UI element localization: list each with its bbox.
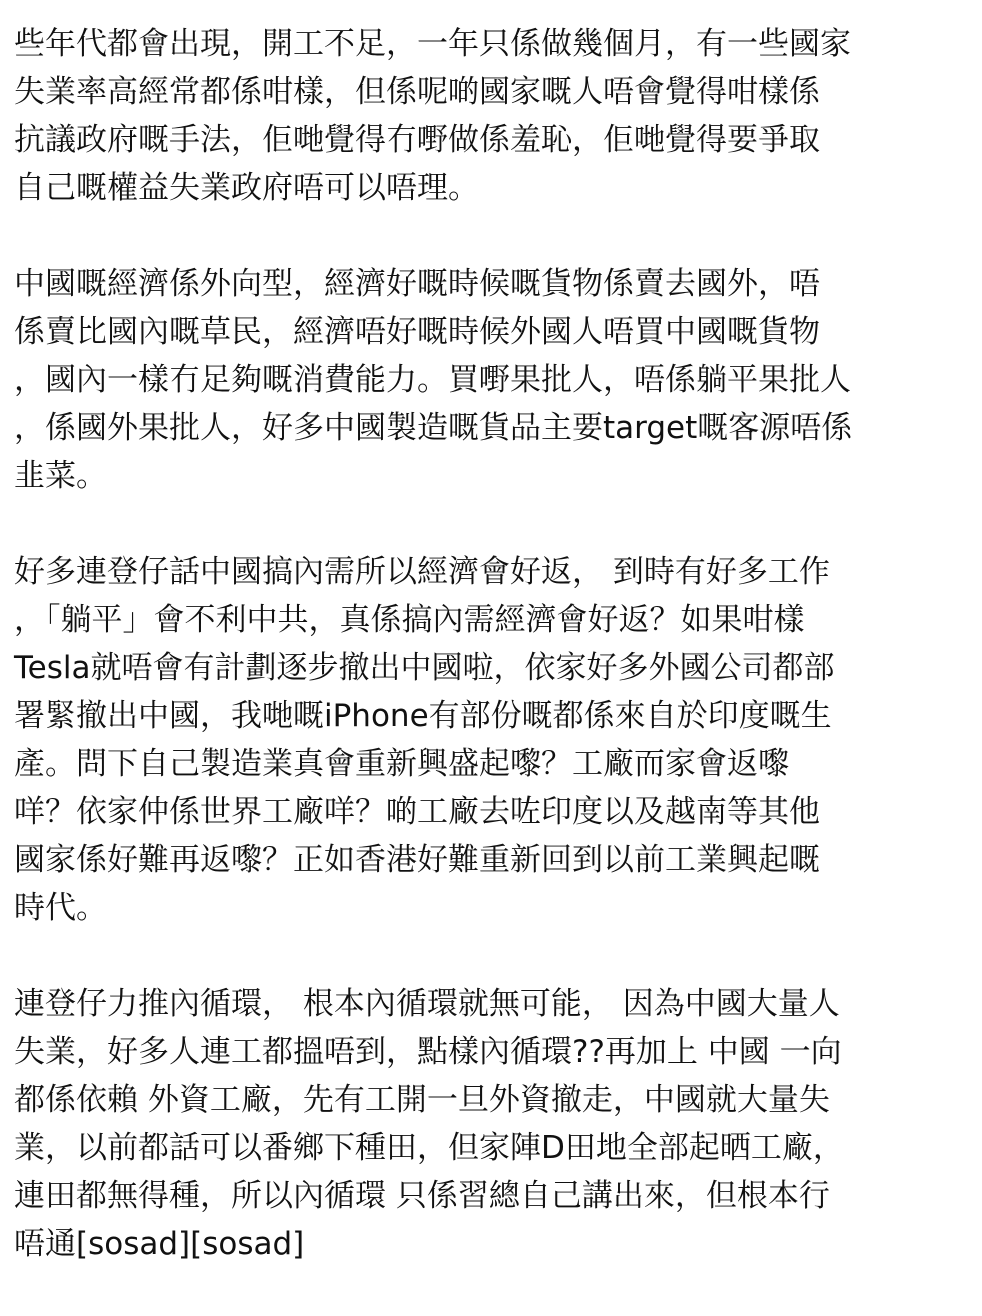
post-body (14, 20, 974, 1316)
text-line: 抗議政府嘅手法，佢哋覺得冇嘢做係羞恥，佢哋覺得要爭取 (14, 122, 820, 158)
text-line: 失業率高經常都係咁樣，但係呢啲國家嘅人唔會覺得咁樣係 (14, 74, 820, 110)
text-line: ，「躺平」會不利中共，真係搞內需經濟會好返？如果咁樣 (14, 602, 805, 638)
text-line: 產。問下自己製造業真會重新興盛起嚟？工廠而家會返嚟 (14, 746, 789, 782)
text-line: 中國嘅經濟係外向型，經濟好嘅時候嘅貨物係賣去國外，唔 (14, 266, 820, 302)
text-line: 連田都無得種，所以內循環 只係習總自己講出來，但根本行 (14, 1178, 830, 1214)
text-line: 連登仔力推內循環， 根本內循環就無可能， 因為中國大量人 (14, 986, 840, 1022)
paragraph-2 (14, 260, 974, 500)
paragraph-4 (14, 980, 974, 1268)
text-line: 咩？依家仲係世界工廠咩？啲工廠去咗印度以及越南等其他 (14, 794, 820, 830)
text-line: 自己嘅權益失業政府唔可以唔理。 (14, 170, 479, 206)
text-line: 業，以前都話可以番鄉下種田，但家陣D田地全部起晒工廠， (14, 1130, 844, 1166)
text-line: 都係依賴 外資工廠，先有工開一旦外資撤走，中國就大量失 (14, 1082, 830, 1118)
text-line: 韭菜。 (14, 458, 107, 494)
text-line: 唔通[sosad][sosad] (14, 1226, 305, 1262)
text-line: ，國內一樣冇足夠嘅消費能力。買嘢果批人，唔係躺平果批人 (14, 362, 851, 398)
text-line: 署緊撤出中國，我哋嘅iPhone有部份嘅都係來自於印度嘅生 (14, 698, 832, 734)
text-line: 好多連登仔話中國搞內需所以經濟會好返， 到時有好多工作 (14, 554, 830, 590)
text-line: 失業，好多人連工都搵唔到，點樣內循環??再加上 中國 一向 (14, 1034, 842, 1070)
paragraph-1 (14, 20, 974, 212)
text-line: 係賣比國內嘅草民，經濟唔好嘅時候外國人唔買中國嘅貨物 (14, 314, 820, 350)
text-line: 些年代都會出現，開工不足，一年只係做幾個月，有一些國家 (14, 26, 851, 62)
text-line: 國家係好難再返嚟？正如香港好難重新回到以前工業興起嘅 (14, 842, 820, 878)
text-line: Tesla就唔會有計劃逐步撤出中國啦，依家好多外國公司都部 (14, 650, 835, 686)
paragraph-3 (14, 548, 974, 932)
text-line: 時代。 (14, 890, 107, 926)
text-line: ，係國外果批人，好多中國製造嘅貨品主要target嘅客源唔係 (14, 410, 853, 446)
